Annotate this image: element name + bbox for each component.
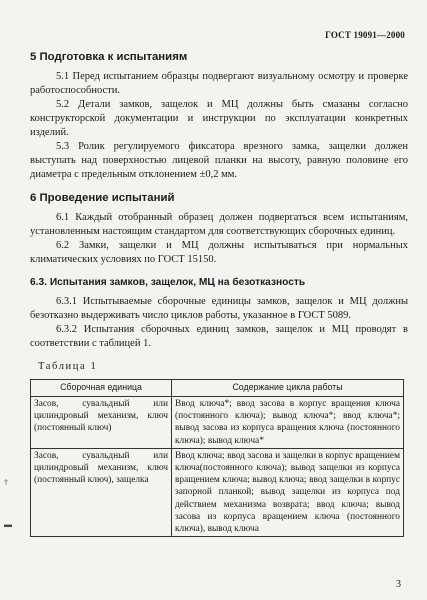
section-5-title: 5 Подготовка к испытаниям [30, 51, 188, 63]
paragraph-5-3: 5.3 Ролик регулируемого фиксатора врезного замка, защелки должен выступать над поверхностью лицевой планки на высоту, равную половине его диаметра с предельным отклонением ±0,2 мм. [30, 141, 408, 180]
paragraph-5-1: 5.1 Перед испытанием образцы подвергают визуальному осмотру и проверке работоспособности. [30, 71, 408, 96]
table-header-unit: Сборочная единица [31, 380, 172, 397]
paragraph-6-1: 6.1 Каждый отобранный образец должен подвергаться всем испытаниям, установленным настоящим стандартом для соответствующих сборочных единиц. [30, 212, 408, 237]
table-row [31, 448, 404, 536]
table-cell-unit: Засов, сувальдный или цилиндровый механизм, ключ (постоянный ключ), защелка [31, 448, 172, 536]
margin-mark-2: ▬ [4, 520, 12, 529]
section-6-3-title: 6.3. Испытания замков, защелок, МЦ на безотказность [30, 277, 306, 288]
margin-mark: † [4, 478, 8, 487]
page-number: 3 [396, 579, 401, 590]
section-6-title: 6 Проведение испытаний [30, 192, 175, 204]
page-content [30, 50, 408, 537]
table-cell-unit: Засов, сувальдный или цилиндровый механизм, ключ (постоянный ключ) [31, 397, 172, 449]
table-header-content: Содержание цикла работы [172, 380, 404, 397]
paragraph-6-2: 6.2 Замки, защелки и МЦ должны испытываться при нормальных климатических условиях по ГОСТ 15150. [30, 240, 408, 265]
section-5 [30, 50, 408, 182]
paragraph-5-2: 5.2 Детали замков, защелок и МЦ должны быть смазаны согласно конструкторской документации и инструкции по эксплуатации конкретных изделий. [30, 99, 408, 138]
section-6-3 [30, 276, 408, 351]
table-1 [30, 379, 404, 537]
table-cell-content: Ввод ключа*; ввод засова в корпус вращения ключа (постоянного ключа); вывод ключа*; ввод ключа*; вывод засова из корпуса вращения ключа (постоянного ключа); вывод ключа* [172, 397, 404, 449]
standard-header: ГОСТ 19091—2000 [325, 30, 405, 40]
paragraph-6-3-1: 6.3.1 Испытываемые сборочные единицы замков, защелок и МЦ должны безотказно выдерживать число циклов работы, указанное в ГОСТ 5089. [30, 296, 408, 321]
table-header-row [31, 380, 404, 397]
table-cell-content: Ввод ключа; ввод засова и защелки в корпус вращением ключа(постоянного ключа); вывод защелки из корпуса вращением ключа; вывод ключа; ввод защелки в корпус запорной планкой; вывод защелки из корпуса под действием механизма возврата; ввод ключа; вывод засова из корпуса вращением ключа (постоянного ключа), вывод ключа [172, 448, 404, 536]
table-row [31, 397, 404, 449]
paragraph-6-3-2: 6.3.2 Испытания сборочных единиц замков, защелок и МЦ проводят в соответствии с таблицей 1. [30, 324, 408, 349]
table-caption: Таблица 1 [38, 361, 98, 372]
section-6 [30, 191, 408, 267]
